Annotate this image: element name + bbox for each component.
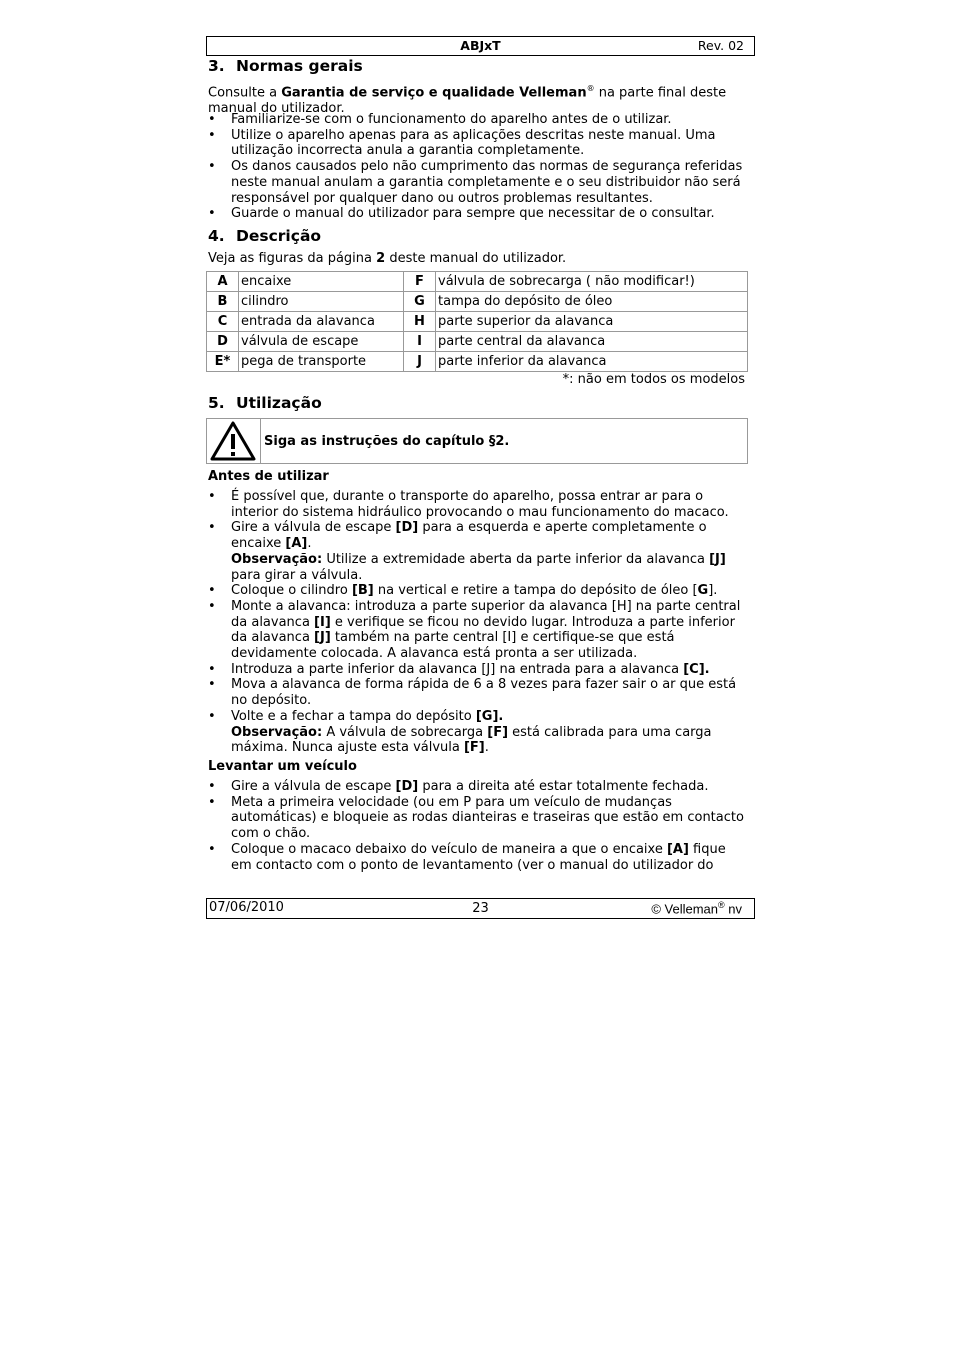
- part-key: E*: [207, 352, 239, 372]
- part-name: tampa do depósito de óleo: [436, 292, 748, 312]
- bold-ref: Observação:: [231, 724, 323, 740]
- warning-box: [206, 418, 748, 464]
- bold-ref: [A]: [666, 841, 689, 857]
- bold-ref: [F]: [487, 724, 509, 740]
- general-rules-list: [208, 112, 748, 222]
- section-3-heading: [208, 57, 363, 75]
- table-row: [207, 292, 748, 312]
- item-text: também na parte central [I] e certifique-se que está devidamente colocada. A alavanca está pronta a ser utilizada.: [231, 630, 675, 662]
- item-text: A válvula de sobrecarga: [322, 724, 488, 740]
- item-text: Meta a primeira velocidade (ou em P para um veículo de mudanças automáticas) e bloqueie as rodas dianteiras e traseiras que estão em contacto com o chão.: [231, 794, 744, 842]
- part-name: cilindro: [239, 292, 404, 312]
- list-item: [208, 677, 748, 708]
- part-key: J: [404, 352, 436, 372]
- list-item: [208, 662, 748, 678]
- bold-ref: [C].: [683, 661, 710, 677]
- intro-text: Veja as figuras da página: [208, 251, 377, 266]
- intro-text-end: deste manual do utilizador.: [385, 251, 567, 266]
- revision: Rev. 02: [697, 38, 744, 53]
- item-text: .: [307, 536, 312, 552]
- item-text: para girar a válvula.: [231, 567, 363, 583]
- lift-vehicle-heading: Levantar um veículo: [208, 759, 357, 774]
- part-name: entrada da alavanca: [239, 312, 404, 332]
- item-text: Monte a alavanca: introduza a parte superior da alavanca [H] na parte central da alavanca: [231, 598, 741, 630]
- bold-ref: [A]: [285, 536, 308, 552]
- table-footnote: *: não em todos os modelos: [562, 372, 745, 387]
- warning-triangle-icon: [207, 419, 261, 463]
- list-item: • Familiarize-se com o funcionamento do aparelho antes de o utilizar.: [208, 112, 748, 128]
- bold-ref: [F]: [463, 740, 485, 756]
- item-text: Utilize a extremidade aberta da parte inferior da alavanca: [322, 551, 710, 567]
- item-text: ].: [708, 583, 718, 599]
- table-row: [207, 352, 748, 372]
- table-row: [207, 332, 748, 352]
- item-text: Coloque o macaco debaixo do veículo de maneira a que o encaixe: [231, 841, 667, 857]
- item-text: para a esquerda e aperte completamente o encaixe: [231, 520, 707, 552]
- before-use-heading: Antes de utilizar: [208, 469, 329, 484]
- intro-text: Consulte a: [208, 85, 282, 101]
- item-text: Mova a alavanca de forma rápida de 6 a 8 vezes para fazer sair o ar que está no depósito.: [231, 677, 737, 709]
- item-text: É possível que, durante o transporte do aparelho, possa entrar ar para o interior do sistema hidráulico provocando o mau funcionamento do macaco.: [231, 489, 729, 520]
- item-text: fique em contacto com o ponto de levantamento (ver o manual do utilizador do: [231, 841, 726, 873]
- lift-vehicle-list: [208, 779, 748, 873]
- parts-table: [206, 271, 748, 372]
- page-number: 23: [472, 901, 489, 916]
- intro-text-end: na parte final deste manual do utilizador.: [208, 85, 727, 117]
- item-text: Gire a válvula de escape: [231, 779, 396, 794]
- item-text: Introduza a parte inferior da alavanca [J] na entrada para a alavanca: [231, 661, 684, 677]
- page-header: [206, 36, 755, 56]
- item-text: Volte e a fechar a tampa do depósito: [231, 708, 476, 724]
- page-ref: 2: [376, 251, 386, 266]
- list-item: [208, 779, 748, 795]
- section-number: 4.: [208, 227, 225, 245]
- bold-ref: [G].: [475, 708, 504, 724]
- table-row: [207, 312, 748, 332]
- part-name: encaixe: [239, 272, 404, 292]
- part-key: H: [404, 312, 436, 332]
- table-row: [207, 272, 748, 292]
- item-text: na vertical e retire a tampa do depósito de óleo [: [373, 583, 698, 599]
- list-item: [208, 842, 748, 873]
- item-text: Gire a válvula de escape: [231, 520, 396, 536]
- bold-ref: [I]: [314, 614, 331, 630]
- list-item: [208, 795, 748, 842]
- list-item: [208, 520, 748, 583]
- list-item: [208, 489, 748, 520]
- item-text: está calibrada para uma carga máxima. Nunca ajuste esta válvula: [231, 724, 712, 756]
- part-name: parte central da alavanca: [436, 332, 748, 352]
- section-4-heading: [208, 227, 321, 245]
- section-5-heading: [208, 394, 322, 412]
- list-item: • Utilize o aparelho apenas para as aplicações descritas neste manual. Uma utilização incorrecta anula a garantia completamente.: [208, 128, 748, 159]
- section-title: Utilização: [236, 394, 322, 412]
- list-item: • Guarde o manual do utilizador para sempre que necessitar de o consultar.: [208, 206, 748, 222]
- item-text: .: [484, 740, 489, 756]
- bold-ref: [D]: [395, 779, 419, 794]
- warning-text: Siga as instruções do capítulo §2.: [264, 434, 510, 449]
- part-key: C: [207, 312, 239, 332]
- section-number: 5.: [208, 394, 225, 412]
- section-4-intro: [208, 251, 748, 267]
- list-item: • Os danos causados pelo não cumprimento das normas de segurança referidas neste manual anulam a garantia completamente e o seu distribuidor não será responsável por qualquer dano ou outros problemas resultantes.: [208, 159, 748, 206]
- list-item: [208, 583, 748, 599]
- part-key: I: [404, 332, 436, 352]
- bold-ref: Observação:: [231, 551, 323, 567]
- part-name: parte inferior da alavanca: [436, 352, 748, 372]
- section-title: Descrição: [236, 227, 322, 245]
- part-name: válvula de escape: [239, 332, 404, 352]
- model-name: ABJxT: [460, 38, 501, 53]
- part-key: B: [207, 292, 239, 312]
- copyright-text: © Velleman: [651, 901, 719, 917]
- item-text: para a direita até estar totalmente fechada.: [418, 779, 709, 794]
- warranty-title: Garantia de serviço e qualidade Velleman: [281, 85, 587, 101]
- registered-mark: ®: [718, 900, 725, 910]
- bold-ref: [J]: [314, 630, 331, 646]
- footer-date: 07/06/2010: [209, 900, 284, 915]
- item-text: Coloque o cilindro: [231, 583, 352, 599]
- bold-ref: [B]: [351, 583, 374, 599]
- bold-ref: [J]: [709, 551, 726, 567]
- part-name: pega de transporte: [239, 352, 404, 372]
- part-name: válvula de sobrecarga ( não modificar!): [436, 272, 748, 292]
- part-key: F: [404, 272, 436, 292]
- part-name: parte superior da alavanca: [436, 312, 748, 332]
- section-title: Normas gerais: [236, 57, 363, 75]
- part-key: A: [207, 272, 239, 292]
- list-item: [208, 599, 748, 662]
- copyright-suffix: nv: [724, 901, 742, 917]
- copyright: [651, 900, 742, 916]
- page-footer: [206, 898, 755, 919]
- registered-mark: ®: [586, 84, 595, 93]
- part-key: D: [207, 332, 239, 352]
- item-text: e verifique se ficou no devido lugar. Introduza a parte inferior da alavanca: [231, 614, 735, 646]
- list-item: [208, 709, 748, 756]
- before-use-list: [208, 489, 748, 756]
- section-number: 3.: [208, 57, 225, 75]
- bold-ref: [D]: [395, 520, 419, 536]
- bold-ref: G: [697, 583, 709, 599]
- part-key: G: [404, 292, 436, 312]
